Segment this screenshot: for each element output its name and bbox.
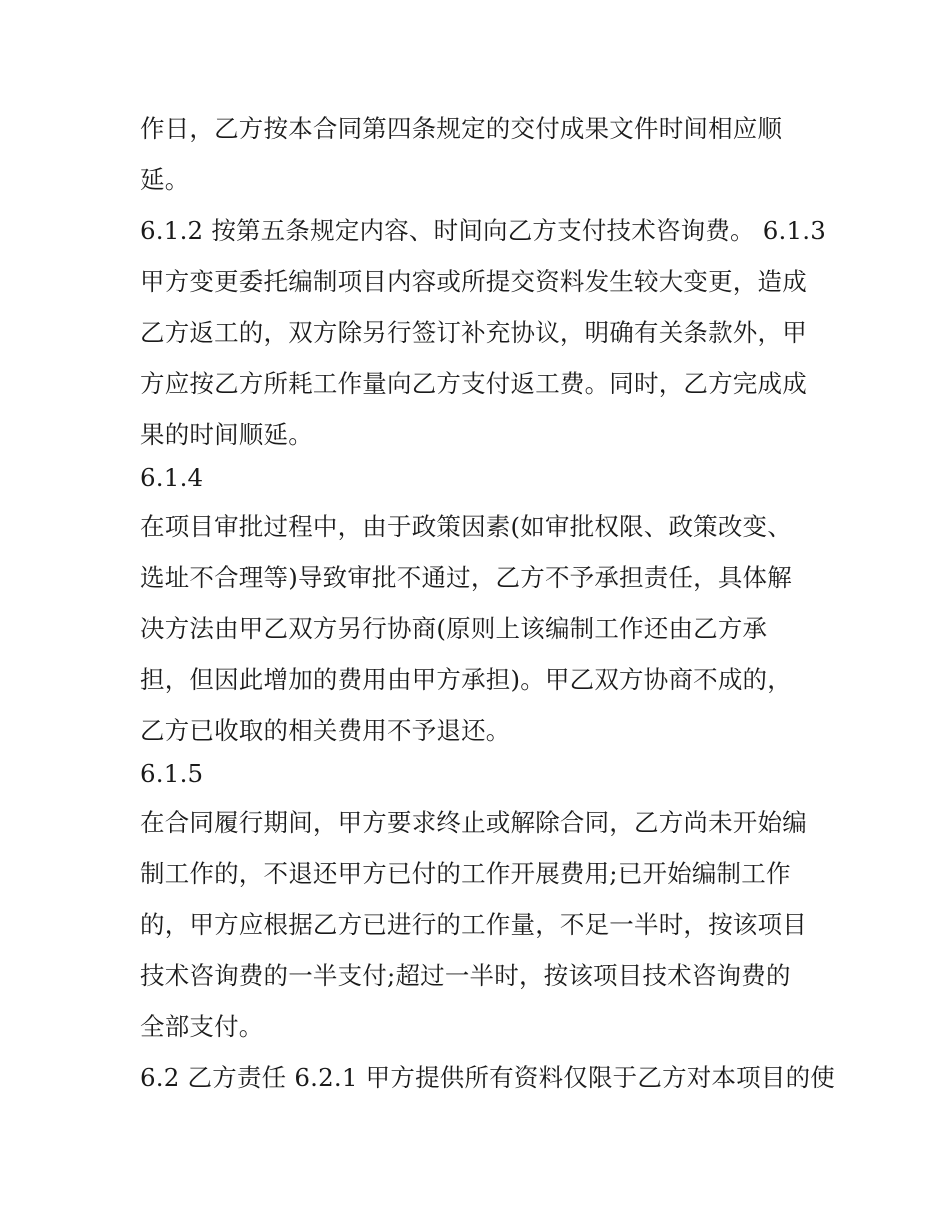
text-line: 方应按乙方所耗工作量向乙方支付返工费。同时，乙方完成成	[140, 369, 807, 398]
text-line: 制工作的，不退还甲方已付的工作开展费用;已开始编制工作	[140, 859, 791, 888]
text-line: 担，但因此增加的费用由甲方承担)。甲乙双方协商不成的，	[140, 665, 792, 694]
text-line: 乙方返工的，双方除另行签订补充协议，明确有关条款外，甲	[140, 318, 807, 347]
text-line: 乙方已收取的相关费用不予退还。	[140, 716, 511, 745]
text-line: 技术咨询费的一半支付;超过一半时，按该项目技术咨询费的	[140, 961, 791, 990]
section-number: 6.1.4	[140, 463, 204, 492]
section-number: 6.1.5	[140, 759, 204, 788]
text-line: 甲方变更委托编制项目内容或所提交资料发生较大变更，造成	[140, 267, 807, 296]
text-line: 在项目审批过程中，由于政策因素(如审批权限、政策改变、	[140, 512, 792, 541]
text-line: 决方法由甲乙双方另行协商(原则上该编制工作还由乙方承	[140, 614, 768, 643]
text-line: 选址不合理等)导致审批不通过，乙方不予承担责任，具体解	[140, 563, 792, 592]
text-line: 在合同履行期间，甲方要求终止或解除合同，乙方尚未开始编	[140, 808, 807, 837]
text-line: 作日，乙方按本合同第四条规定的交付成果文件时间相应顺	[140, 114, 783, 143]
text-line: 全部支付。	[140, 1012, 264, 1041]
text-line: 延。	[140, 165, 190, 194]
text-line: 6.1.2 按第五条规定内容、时间向乙方支付技术咨询费。 6.1.3	[140, 216, 827, 245]
text-line: 6.2 乙方责任 6.2.1 甲方提供所有资料仅限于乙方对本项目的使	[140, 1063, 835, 1092]
text-line: 果的时间顺延。	[140, 420, 313, 449]
text-line: 的，甲方应根据乙方已进行的工作量，不足一半时，按该项目	[140, 910, 807, 939]
